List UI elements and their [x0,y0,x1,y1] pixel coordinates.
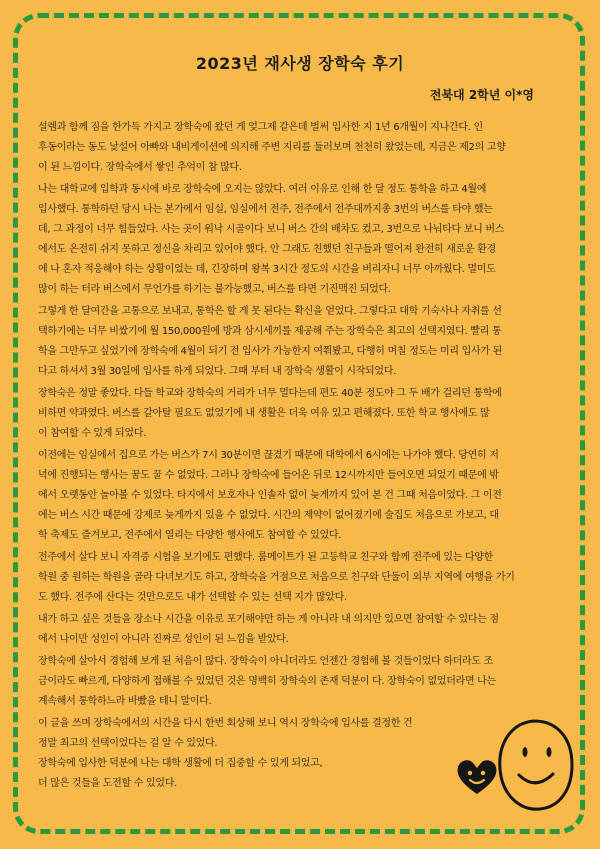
text-line: 더 많은 것들을 도전할 수 있었다. [38,778,177,789]
text-line: 나는 대학교에 입학과 동시에 바로 장학숙에 오지는 않았다. 여러 이유로 인해 한 달 정도 통학을 하고 4월에 [38,184,487,195]
text-line: 이전에는 임실에서 집으로 가는 버스가 7시 30분이면 끊겼기 때문에 대학에서 6시에는 나가야 했다. 당연히 저 [38,450,499,461]
text-line: 설렘과 함께 짐을 한가득 가지고 장학숙에 왔던 게 엊그제 같은데 벌써 입사한 지 1년 6개월이 지나간다. 인 [38,122,483,133]
text-line: 에는 버스 시간 때문에 강제로 늦게까지 있을 수 없었다. 시간의 제약이 없어졌기에 술집도 처음으로 가보고, 대 [38,510,499,521]
text-line: 데, 그 과정이 너무 힘들었다. 사는 곳이 워낙 시골이다 보니 버스 간의 배차도 컸고, 3번으로 나눠타다 보니 버스 [38,224,505,235]
text-line: 학을 그만두고 싶었기에 장학숙에 4월이 되기 전 입사가 가능한지 여쭤봤고, 다행히 며칠 정도는 미리 입사가 된 [38,346,502,357]
text-line: 학 축제도 즐겨보고, 전주에서 열리는 다양한 행사에도 참여할 수 있었다. [38,530,342,541]
text-line: 비하면 약과였다. 버스를 갈아탈 필요도 없었기에 내 생활은 더욱 여유 있고 편해졌다. 또한 학교 행사에도 많 [38,408,490,419]
text-line: 많이 하는 터라 버스에서 무언가를 하기는 불가능했고, 버스를 타면 기진맥진 되었다. [38,284,391,295]
text-line: 녁에 진행되는 행사는 꿈도 꿀 수 없었다. 그러나 장학숙에 들어온 뒤로 12시까지만 들어오면 되었기 때문에 밖 [38,470,499,481]
text-line: 그렇게 한 달여간을 고통으로 보내고, 통학은 할 게 못 된다는 확신을 얻었다. 그렇다고 대학 기숙사나 자취를 선 [38,306,502,317]
body-text [38,118,572,794]
text-line: 이 된 느낌이다. 장학숙에서 쌓인 추억이 참 많다. [38,162,242,173]
text-line: 택하기에는 너무 비쌌기에 월 150,000원에 방과 삼시세끼를 제공해 주는 장학숙은 최고의 선택지였다. 빨리 통 [38,326,502,337]
text-line: 이 참여할 수 있게 되었다. [38,428,146,439]
text-line: 학원 중 원하는 학원을 골라 다녀보기도 하고, 장학숙을 거점으로 처음으로 친구와 단둘이 외부 지역에 여행을 가기 [38,572,515,583]
text-line: 에서 나이만 성인이 아니라 진짜로 성인이 된 느낌을 받았다. [38,634,289,645]
page-title: 2023년 재사생 장학숙 후기 [195,54,405,73]
text-line: 도 했다. 전주에 산다는 것만으로도 내가 선택할 수 있는 선택 지가 많았다. [38,592,347,603]
smiley-face-icon [492,715,574,815]
text-line: 장학숙은 정말 좋았다. 다들 학교와 장학숙의 거리가 너무 멀다는데 편도 40분 정도야 그 두 배가 걸리던 통학에 [38,388,502,399]
text-line: 후동이라는 동도 낯설어 아빠와 내비게이션에 의지해 주변 지리를 둘러보며 천천히 왔었는데, 지금은 제2의 고향 [38,142,506,153]
author-line: 전북대 2학년 이*영 [429,88,534,102]
text-line: 장학숙에 살아서 경험해 보게 된 처음이 많다. 장학숙이 아니더라도 언젠간 경험해 볼 것들이었다 하더라도 조 [38,656,494,667]
text-line: 장학숙에 입사한 덕분에 나는 대학 생활에 더 집중할 수 있게 되었고, [38,758,323,769]
text-line: 이 글을 쓰며 장학숙에서의 시간을 다시 한번 회상해 보니 역시 장학숙에 입사를 결정한 건 [38,718,413,729]
text-line: 다고 하셔서 3월 30일에 입사를 하게 되었다. 그때 부터 내 장학숙 생활이 시작되었다. [38,366,397,377]
text-line: 금이라도 빠르게, 다양하게 접해볼 수 있었던 것은 명백히 장학숙의 존재 덕분이 다. 장학숙이 없었더라면 나는 [38,676,496,687]
text-line: 에서도 온전히 쉬지 못하고 정신을 차리고 있어야 했다. 안 그래도 친했던 친구들과 떨어져 완전히 새로운 환경 [38,244,496,255]
text-line: 전주에서 살다 보니 자격증 시험을 보기에도 편했다. 룸메이트가 된 고등학교 친구와 함께 전주에 있는 다양한 [38,552,494,563]
text-line: 정말 최고의 선택이었다는 걸 알 수 있었다. [38,738,218,749]
text-line: 내가 하고 싶은 것들을 장소나 시간을 이유로 포기해야만 하는 게 아니라 내 의지만 있으면 참여할 수 있다는 점 [38,614,499,625]
text-line: 계속해서 통학하느라 바빴을 테니 말이다. [38,696,212,707]
text-line: 에 나 혼자 적응해야 하는 상황이었는 데, 긴장하며 왕복 3시간 정도의 시간을 버리자니 너무 아까웠다. 멀미도 [38,264,496,275]
text-line: 입사했다. 통학하던 당시 나는 본가에서 임실, 임실에서 전주, 전주에서 전주대까지총 3번의 버스를 타야 했는 [38,204,493,215]
text-line: 에서 오랫동안 놀아볼 수 있었다. 타지에서 보호자나 인솔자 없이 늦게까지 있어 본 건 그때 처음이었다. 그 이전 [38,490,502,501]
